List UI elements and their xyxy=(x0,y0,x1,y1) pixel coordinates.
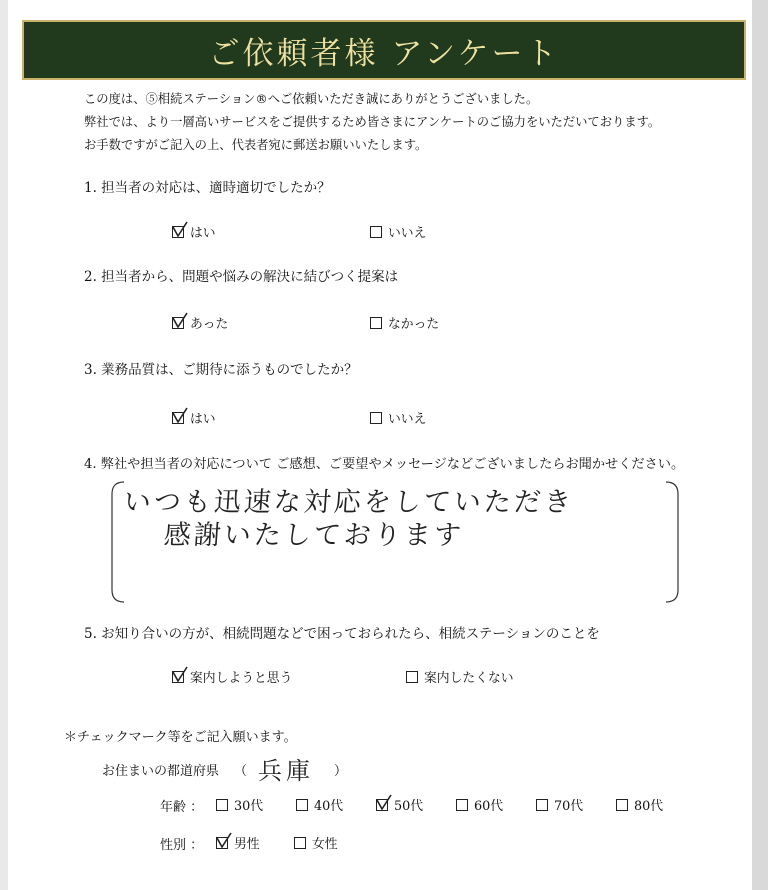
page-title: ご依頼者様 アンケート xyxy=(208,35,560,72)
checkbox[interactable] xyxy=(536,799,548,811)
q2-option-no[interactable] xyxy=(370,313,439,332)
checkmark-icon xyxy=(216,832,234,850)
gender-option-male[interactable] xyxy=(216,833,260,852)
prefecture-label: お住まいの都道府県 xyxy=(102,764,220,779)
option-label: 案内しようと思う xyxy=(190,671,293,686)
option-label: はい xyxy=(190,226,216,241)
prefecture-open-paren: （ xyxy=(234,764,248,779)
checkbox[interactable] xyxy=(296,799,308,811)
q5-option-yes[interactable] xyxy=(172,667,292,686)
checkmark-icon xyxy=(172,221,190,239)
age-label: 年齢 ： xyxy=(160,800,204,815)
intro-line: この度は、⑤相続ステーション®へご依頼いただき誠にありがとうございました。 xyxy=(84,92,539,106)
checkbox[interactable] xyxy=(216,837,228,849)
intro-line: お手数ですがご記入の上、代表者宛に郵送お願いいたします。 xyxy=(84,138,428,152)
checkmark-icon xyxy=(172,312,190,330)
comment-handwriting-line2: 感謝いたしております xyxy=(162,520,465,551)
option-label: いいえ xyxy=(388,226,427,241)
instruction-note: ＊チェックマーク等をご記入願います。 xyxy=(64,730,297,745)
checkbox[interactable] xyxy=(294,837,306,849)
prefecture-handwritten-value: 兵庫 xyxy=(258,757,314,785)
intro-line: 弊社では、より一層高いサービスをご提供するため皆さまにアンケートのご協力をいただいております。 xyxy=(84,115,661,129)
checkmark-icon xyxy=(172,407,190,425)
q1-option-no[interactable] xyxy=(370,222,426,241)
q2-option-yes[interactable] xyxy=(172,313,228,332)
checkbox[interactable] xyxy=(376,799,388,811)
gender-option-female[interactable] xyxy=(294,833,338,852)
scan-edge-right xyxy=(752,0,768,890)
checkbox[interactable] xyxy=(370,412,382,424)
checkbox[interactable] xyxy=(370,317,382,329)
checkbox[interactable] xyxy=(216,799,228,811)
option-label: なかった xyxy=(388,317,440,332)
option-label: 40代 xyxy=(314,799,344,814)
question-3-label: 3. 業務品質は、ご期待に添うものでしたか？ xyxy=(84,362,358,378)
prefecture-close-paren: ） xyxy=(334,764,348,779)
age-option-30s[interactable] xyxy=(216,795,263,814)
option-label: いいえ xyxy=(388,412,427,427)
q1-option-yes[interactable] xyxy=(172,222,216,241)
q5-option-no[interactable] xyxy=(406,667,514,686)
q3-option-no[interactable] xyxy=(370,408,426,427)
gender-label: 性別 ： xyxy=(160,838,204,853)
q3-option-yes[interactable] xyxy=(172,408,216,427)
age-option-80s[interactable] xyxy=(616,795,663,814)
option-label: 案内したくない xyxy=(424,671,514,686)
option-label: 男性 xyxy=(234,837,260,852)
question-2-label: 2. 担当者から、問題や悩みの解決に結びつく提案は xyxy=(84,269,399,285)
checkmark-icon xyxy=(172,666,190,684)
title-banner xyxy=(22,20,746,80)
checkbox[interactable] xyxy=(172,671,184,683)
option-label: 80代 xyxy=(634,799,664,814)
checkbox[interactable] xyxy=(456,799,468,811)
checkbox[interactable] xyxy=(406,671,418,683)
option-label: 50代 xyxy=(394,799,424,814)
age-option-50s[interactable] xyxy=(376,795,423,814)
checkbox[interactable] xyxy=(172,226,184,238)
age-option-40s[interactable] xyxy=(296,795,343,814)
comment-handwriting-line1: いつも迅速な対応をしていただき xyxy=(122,487,575,518)
age-option-60s[interactable] xyxy=(456,795,503,814)
checkbox[interactable] xyxy=(370,226,382,238)
scan-edge-left xyxy=(0,0,8,890)
option-label: はい xyxy=(190,412,216,427)
question-1-label: 1. 担当者の対応は、適時適切でしたか？ xyxy=(84,180,331,196)
intro-text xyxy=(84,88,660,157)
option-label: あった xyxy=(190,317,229,332)
question-5-label: 5. お知り合いの方が、相続問題などで困っておられたら、相続ステーションのことを xyxy=(84,626,600,642)
option-label: 女性 xyxy=(312,837,338,852)
checkbox[interactable] xyxy=(172,317,184,329)
question-4-label: 4. 弊社や担当者の対応について ご感想、ご要望やメッセージなどございましたらお聞かせください。 xyxy=(84,457,685,472)
option-label: 70代 xyxy=(554,799,584,814)
option-label: 30代 xyxy=(234,799,264,814)
age-option-70s[interactable] xyxy=(536,795,583,814)
checkmark-icon xyxy=(376,794,394,812)
option-label: 60代 xyxy=(474,799,504,814)
checkbox[interactable] xyxy=(172,412,184,424)
checkbox[interactable] xyxy=(616,799,628,811)
